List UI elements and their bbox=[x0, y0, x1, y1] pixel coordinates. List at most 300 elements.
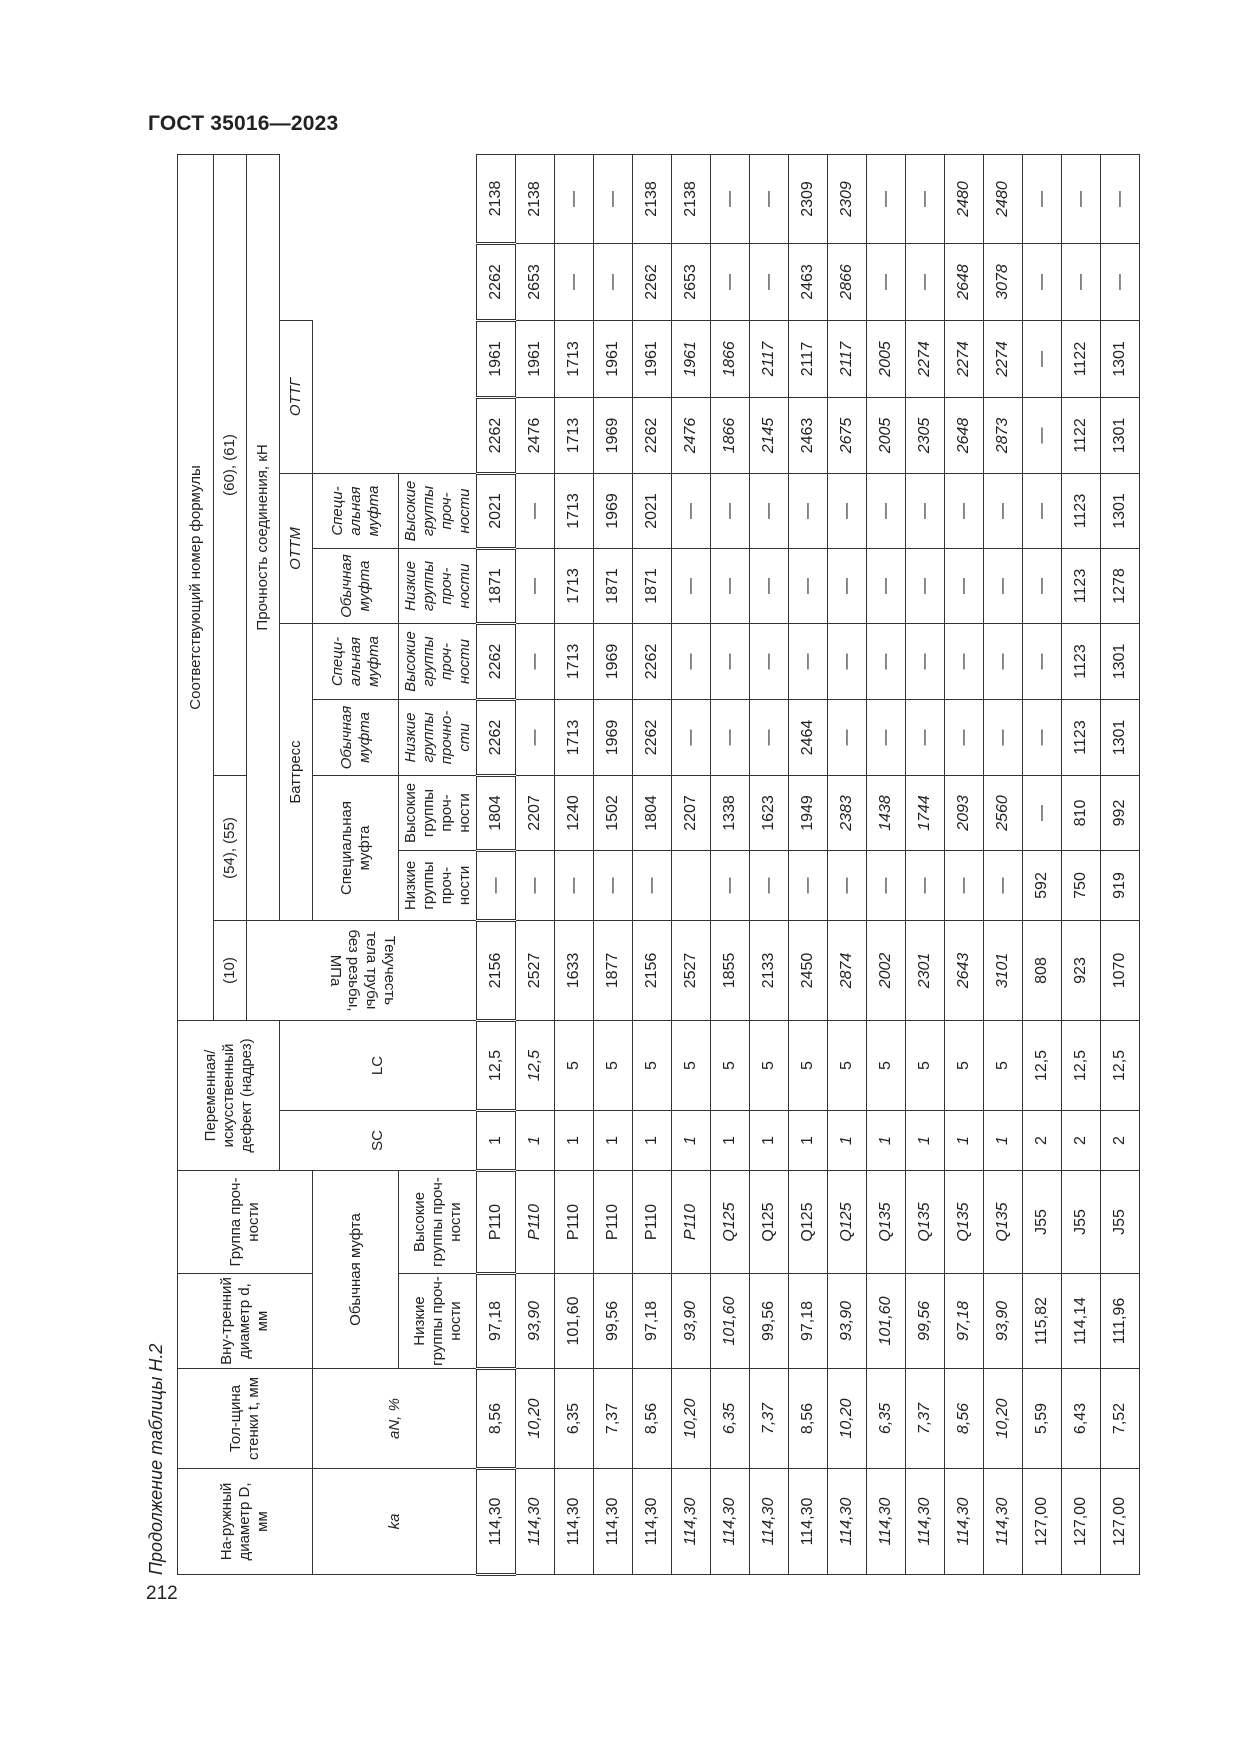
table-cell: 1961 bbox=[594, 320, 633, 397]
table-cell: 2 bbox=[1062, 1111, 1101, 1171]
buttress-regular-coupling: Обычная муфта bbox=[313, 1171, 399, 1369]
table-cell: 2309 bbox=[828, 154, 867, 243]
table-cell: 1713 bbox=[555, 548, 594, 623]
table-cell: — bbox=[672, 699, 711, 775]
table-cell: 1877 bbox=[594, 920, 633, 1020]
table-cell: — bbox=[1023, 397, 1062, 473]
col-yield bbox=[247, 920, 477, 1020]
table-cell: 5 bbox=[789, 1020, 828, 1110]
table-cell: — bbox=[867, 699, 906, 775]
buttress-spec-low: Низкие группы проч-ности bbox=[399, 850, 477, 920]
ottg-spec-high: Высокие группы проч-ности bbox=[399, 473, 477, 548]
table-cell: 5 bbox=[633, 1020, 672, 1110]
table-cell: 99,56 bbox=[594, 1274, 633, 1369]
table-row bbox=[867, 154, 906, 1574]
table-cell: 992 bbox=[1101, 775, 1140, 850]
table-cell: 1122 bbox=[1062, 397, 1101, 473]
table-cell: 114,30 bbox=[555, 1469, 594, 1575]
table-cell: 1713 bbox=[555, 473, 594, 548]
table-cell: 93,90 bbox=[672, 1274, 711, 1369]
table-cell: — bbox=[828, 548, 867, 623]
buttress-spec-high: Высокие группы проч-ности bbox=[399, 775, 477, 850]
table-cell: 10,20 bbox=[828, 1369, 867, 1469]
col-an bbox=[313, 1369, 477, 1469]
table-cell: 97,18 bbox=[633, 1274, 672, 1369]
table-cell: 7,37 bbox=[594, 1369, 633, 1469]
table-cell: 1871 bbox=[633, 548, 672, 623]
table-cell: 97,18 bbox=[477, 1274, 516, 1369]
table-cell: 99,56 bbox=[750, 1274, 789, 1369]
table-cell: — bbox=[594, 243, 633, 320]
table-row bbox=[594, 154, 633, 1574]
table-cell: Q135 bbox=[984, 1171, 1023, 1274]
table-cell: Q135 bbox=[945, 1171, 984, 1274]
table-cell: — bbox=[984, 699, 1023, 775]
table-cell: — bbox=[906, 473, 945, 548]
table-cell: — bbox=[867, 548, 906, 623]
table-cell: 2874 bbox=[828, 920, 867, 1020]
ottm-spec-high: Высокие группы проч-ности bbox=[399, 623, 477, 699]
table-cell: P110 bbox=[477, 1171, 516, 1274]
table-cell: 1744 bbox=[906, 775, 945, 850]
table-cell: 2021 bbox=[633, 473, 672, 548]
table-cell: — bbox=[1023, 154, 1062, 243]
table-cell: 1278 bbox=[1101, 548, 1140, 623]
connection-strength-table bbox=[177, 154, 1140, 1576]
table-cell: 114,30 bbox=[594, 1469, 633, 1575]
table-cell: 2145 bbox=[750, 397, 789, 473]
table-cell: 101,60 bbox=[867, 1274, 906, 1369]
table-cell: 6,35 bbox=[711, 1369, 750, 1469]
table-cell: 1 bbox=[828, 1111, 867, 1171]
table-cell: 2643 bbox=[945, 920, 984, 1020]
table-cell: — bbox=[477, 850, 516, 920]
table-cell: 12,5 bbox=[1101, 1020, 1140, 1110]
table-cell: 3078 bbox=[984, 243, 1023, 320]
table-cell: — bbox=[984, 548, 1023, 623]
table-cell: 1 bbox=[594, 1111, 633, 1171]
connection-strength-header: Прочность соединения, кН bbox=[247, 154, 280, 920]
table-cell: — bbox=[984, 473, 1023, 548]
table-cell: 5 bbox=[672, 1020, 711, 1110]
table-cell: 2 bbox=[1101, 1111, 1140, 1171]
table-row bbox=[750, 154, 789, 1574]
table-cell: 127,00 bbox=[1062, 1469, 1101, 1575]
table-cell: — bbox=[1062, 243, 1101, 320]
table-cell: 1070 bbox=[1101, 920, 1140, 1020]
ottg-regular-coupling: Обычная муфта bbox=[313, 548, 399, 623]
table-cell: 808 bbox=[1023, 920, 1062, 1020]
table-cell: 1301 bbox=[1101, 473, 1140, 548]
table-cell: 114,14 bbox=[1062, 1274, 1101, 1369]
table-cell: 1866 bbox=[711, 320, 750, 397]
table-cell: 1 bbox=[945, 1111, 984, 1171]
table-cell: 1804 bbox=[477, 775, 516, 850]
table-cell: 12,5 bbox=[516, 1020, 555, 1110]
table-cell: 1713 bbox=[555, 699, 594, 775]
table-cell: 8,56 bbox=[633, 1369, 672, 1469]
table-row bbox=[633, 154, 672, 1574]
table-cell: 1713 bbox=[555, 623, 594, 699]
table-cell: 101,60 bbox=[555, 1274, 594, 1369]
table-cell: 2262 bbox=[633, 623, 672, 699]
col-wall-thickness: Тол-щина стенки t, мм bbox=[178, 1369, 313, 1469]
table-cell: P110 bbox=[594, 1171, 633, 1274]
table-row bbox=[1023, 154, 1062, 1574]
table-cell: 97,18 bbox=[945, 1274, 984, 1369]
table-row bbox=[672, 154, 711, 1574]
table-cell: 2274 bbox=[906, 320, 945, 397]
table-cell: — bbox=[984, 850, 1023, 920]
table-cell: — bbox=[906, 243, 945, 320]
table-cell: 1969 bbox=[594, 473, 633, 548]
yield-label: Текучесть тела трубы без резьбы, МПа bbox=[326, 929, 398, 1012]
table-cell: — bbox=[1023, 320, 1062, 397]
table-row bbox=[477, 154, 516, 1574]
table-cell: 1301 bbox=[1101, 623, 1140, 699]
table-cell: — bbox=[750, 548, 789, 623]
table-cell: 114,30 bbox=[945, 1469, 984, 1575]
table-row bbox=[945, 154, 984, 1574]
table-cell: 810 bbox=[1062, 775, 1101, 850]
table-cell: 114,30 bbox=[750, 1469, 789, 1575]
table-cell: 2305 bbox=[906, 397, 945, 473]
table-cell: 2476 bbox=[672, 397, 711, 473]
table-cell: 2476 bbox=[516, 397, 555, 473]
table-cell: 12,5 bbox=[1062, 1020, 1101, 1110]
table-body bbox=[477, 154, 1140, 1574]
table-cell: — bbox=[1062, 154, 1101, 243]
table-cell: 1 bbox=[555, 1111, 594, 1171]
table-cell: — bbox=[867, 243, 906, 320]
table-cell: — bbox=[1101, 243, 1140, 320]
table-cell: 93,90 bbox=[516, 1274, 555, 1369]
table-cell: Q125 bbox=[828, 1171, 867, 1274]
table-cell: 2675 bbox=[828, 397, 867, 473]
table-cell: 1301 bbox=[1101, 397, 1140, 473]
table-cell: 2138 bbox=[477, 154, 516, 243]
table-cell: 5 bbox=[906, 1020, 945, 1110]
table-cell: — bbox=[867, 154, 906, 243]
table-cell: 114,30 bbox=[906, 1469, 945, 1575]
table-cell: — bbox=[1023, 699, 1062, 775]
table-cell: — bbox=[906, 699, 945, 775]
table-cell: 5,59 bbox=[1023, 1369, 1062, 1469]
document-header: ГОСТ 35016—2023 bbox=[148, 112, 339, 135]
table-cell: — bbox=[828, 699, 867, 775]
table-cell: 2450 bbox=[789, 920, 828, 1020]
table-cell: 2262 bbox=[633, 397, 672, 473]
ottg-reg-low: Низкие группы проч-ности bbox=[399, 548, 477, 623]
table-cell: 1123 bbox=[1062, 623, 1101, 699]
table-cell: 111,96 bbox=[1101, 1274, 1140, 1369]
table-cell: 1969 bbox=[594, 623, 633, 699]
table-cell: 1961 bbox=[477, 320, 516, 397]
table-cell: Q125 bbox=[750, 1171, 789, 1274]
table-cell: 1633 bbox=[555, 920, 594, 1020]
table-cell: P110 bbox=[516, 1171, 555, 1274]
table-cell: — bbox=[906, 154, 945, 243]
ottm-regular-coupling: Обычная муфта bbox=[313, 699, 399, 775]
table-cell: P110 bbox=[633, 1171, 672, 1274]
table-cell: 2309 bbox=[789, 154, 828, 243]
table-cell: J55 bbox=[1062, 1171, 1101, 1274]
table-cell: — bbox=[984, 623, 1023, 699]
buttress-reg-low: Низкие группы проч-ности bbox=[399, 1274, 477, 1369]
table-cell: — bbox=[750, 623, 789, 699]
table-cell: — bbox=[750, 154, 789, 243]
table-cell: — bbox=[711, 154, 750, 243]
table-row bbox=[516, 154, 555, 1574]
table-cell: 2002 bbox=[867, 920, 906, 1020]
table-cell: 7,52 bbox=[1101, 1369, 1140, 1469]
table-cell: 12,5 bbox=[1023, 1020, 1062, 1110]
table-row bbox=[555, 154, 594, 1574]
table-cell: 2262 bbox=[477, 397, 516, 473]
table-cell: 1866 bbox=[711, 397, 750, 473]
table-cell: 2262 bbox=[633, 699, 672, 775]
table-cell: P110 bbox=[672, 1171, 711, 1274]
table-cell: — bbox=[750, 243, 789, 320]
table-cell: 7,37 bbox=[906, 1369, 945, 1469]
table-cell: 114,30 bbox=[633, 1469, 672, 1575]
table-cell: 3101 bbox=[984, 920, 1023, 1020]
table-cell: 5 bbox=[750, 1020, 789, 1110]
table-cell: — bbox=[711, 699, 750, 775]
table-cell: 2527 bbox=[516, 920, 555, 1020]
table-cell: 5 bbox=[594, 1020, 633, 1110]
table-cell: 6,35 bbox=[867, 1369, 906, 1469]
table-cell: — bbox=[516, 850, 555, 920]
an-label: aN, % bbox=[385, 1398, 403, 1439]
table-cell: — bbox=[789, 473, 828, 548]
table-cell: 114,30 bbox=[672, 1469, 711, 1575]
page-number: 212 bbox=[146, 1583, 178, 1604]
table-cell: — bbox=[945, 699, 984, 775]
table-cell: 2093 bbox=[945, 775, 984, 850]
table-cell: 2138 bbox=[672, 154, 711, 243]
table-cell: 1123 bbox=[1062, 548, 1101, 623]
table-cell: 114,30 bbox=[789, 1469, 828, 1575]
table-cell: — bbox=[1023, 548, 1062, 623]
table-cell: 1301 bbox=[1101, 699, 1140, 775]
table-cell: 1 bbox=[672, 1111, 711, 1171]
table-cell: 1 bbox=[867, 1111, 906, 1171]
table-cell: 2117 bbox=[789, 320, 828, 397]
table-cell: 1338 bbox=[711, 775, 750, 850]
col-ka bbox=[313, 1469, 477, 1575]
table-cell: 1 bbox=[516, 1111, 555, 1171]
table-cell: 1 bbox=[711, 1111, 750, 1171]
ka-label: ka bbox=[385, 1513, 403, 1530]
rotated-table-container bbox=[177, 176, 1129, 1576]
table-cell: 10,20 bbox=[672, 1369, 711, 1469]
table-cell: — bbox=[1023, 473, 1062, 548]
table-cell: 6,43 bbox=[1062, 1369, 1101, 1469]
table-cell: — bbox=[594, 850, 633, 920]
table-row bbox=[984, 154, 1023, 1574]
table-cell: 2005 bbox=[867, 397, 906, 473]
table-row bbox=[789, 154, 828, 1574]
table-cell: — bbox=[711, 623, 750, 699]
buttress-special-coupling: Специальная муфта bbox=[313, 775, 399, 920]
table-cell: 2138 bbox=[633, 154, 672, 243]
table-cell: 1 bbox=[633, 1111, 672, 1171]
table-cell: — bbox=[1023, 243, 1062, 320]
table-cell: J55 bbox=[1023, 1171, 1062, 1274]
table-cell: 93,90 bbox=[828, 1274, 867, 1369]
table-cell: 2464 bbox=[789, 699, 828, 775]
table-cell: 2133 bbox=[750, 920, 789, 1020]
col-inner-diameter: Вну-тренний диаметр d, мм bbox=[178, 1274, 313, 1369]
table-cell: 8,56 bbox=[477, 1369, 516, 1469]
table-cell: — bbox=[906, 548, 945, 623]
table-cell: 2383 bbox=[828, 775, 867, 850]
table-cell: 2262 bbox=[477, 243, 516, 320]
table-cell: 1240 bbox=[555, 775, 594, 850]
table-cell: — bbox=[672, 473, 711, 548]
table-cell: 1961 bbox=[633, 320, 672, 397]
table-cell: 10,20 bbox=[984, 1369, 1023, 1469]
table-row bbox=[828, 154, 867, 1574]
buttress-reg-high: Высокие группы проч-ности bbox=[399, 1171, 477, 1274]
table-cell: 2138 bbox=[516, 154, 555, 243]
table-cell: 2262 bbox=[633, 243, 672, 320]
table-cell: 1 bbox=[984, 1111, 1023, 1171]
col-sc: SC bbox=[280, 1111, 477, 1171]
table-cell: — bbox=[555, 850, 594, 920]
table-cell: — bbox=[594, 154, 633, 243]
table-cell: 127,00 bbox=[1023, 1469, 1062, 1575]
table-cell: 12,5 bbox=[477, 1020, 516, 1110]
table-cell: 114,30 bbox=[711, 1469, 750, 1575]
ottg-header: ОТТГ bbox=[280, 320, 313, 473]
buttress-header: Баттресс bbox=[280, 623, 313, 920]
table-row bbox=[711, 154, 750, 1574]
table-cell: 2274 bbox=[945, 320, 984, 397]
table-cell: 2653 bbox=[516, 243, 555, 320]
table-cell: 2117 bbox=[828, 320, 867, 397]
table-cell: — bbox=[555, 154, 594, 243]
table-cell: 1804 bbox=[633, 775, 672, 850]
table-cell: 1871 bbox=[477, 548, 516, 623]
table-cell: — bbox=[711, 850, 750, 920]
table-cell: — bbox=[1023, 775, 1062, 850]
table-cell: — bbox=[633, 850, 672, 920]
table-cell: — bbox=[945, 473, 984, 548]
table-cell: — bbox=[516, 548, 555, 623]
table-cell: 127,00 bbox=[1101, 1469, 1140, 1575]
table-cell: 1961 bbox=[516, 320, 555, 397]
table-cell: 114,30 bbox=[984, 1469, 1023, 1575]
table-cell: — bbox=[711, 243, 750, 320]
table-cell: 5 bbox=[984, 1020, 1023, 1110]
table-cell: 2653 bbox=[672, 243, 711, 320]
table-cell: 5 bbox=[828, 1020, 867, 1110]
table-cell: 1623 bbox=[750, 775, 789, 850]
table-caption: Продолжение таблицы Н.2 bbox=[146, 1343, 166, 1575]
table-cell: — bbox=[672, 623, 711, 699]
table-cell: — bbox=[1023, 623, 1062, 699]
table-cell: 1438 bbox=[867, 775, 906, 850]
table-cell: — bbox=[555, 243, 594, 320]
table-cell: 5 bbox=[711, 1020, 750, 1110]
table-cell: 2463 bbox=[789, 397, 828, 473]
table-cell: 7,37 bbox=[750, 1369, 789, 1469]
table-cell: 1 bbox=[789, 1111, 828, 1171]
table-cell: 8,56 bbox=[789, 1369, 828, 1469]
table-cell: 1871 bbox=[594, 548, 633, 623]
table-cell: 1969 bbox=[594, 699, 633, 775]
table-cell: 114,30 bbox=[516, 1469, 555, 1575]
table-row bbox=[1101, 154, 1140, 1574]
table-cell: 750 bbox=[1062, 850, 1101, 920]
table-cell: 2021 bbox=[477, 473, 516, 548]
ottm-reg-low: Низкие группы прочно-сти bbox=[399, 699, 477, 775]
table-cell: 1713 bbox=[555, 320, 594, 397]
table-cell: — bbox=[945, 548, 984, 623]
table-cell: — bbox=[1101, 154, 1140, 243]
table-cell: — bbox=[828, 850, 867, 920]
table-cell: 114,30 bbox=[867, 1469, 906, 1575]
table-cell: Q125 bbox=[711, 1171, 750, 1274]
table-cell: 2527 bbox=[672, 920, 711, 1020]
table-cell: 2866 bbox=[828, 243, 867, 320]
table-cell: 115,82 bbox=[1023, 1274, 1062, 1369]
table-cell: — bbox=[750, 473, 789, 548]
table-cell: 5 bbox=[555, 1020, 594, 1110]
table-cell: 2480 bbox=[945, 154, 984, 243]
table-cell: 2005 bbox=[867, 320, 906, 397]
table-cell: 1713 bbox=[555, 397, 594, 473]
table-cell: Q125 bbox=[789, 1171, 828, 1274]
table-cell: — bbox=[711, 473, 750, 548]
table-cell: — bbox=[945, 623, 984, 699]
table-cell: P110 bbox=[555, 1171, 594, 1274]
col-outer-diameter: На-ружный диаметр D, мм bbox=[178, 1469, 313, 1575]
table-cell: 114,30 bbox=[828, 1469, 867, 1575]
table-cell: 2301 bbox=[906, 920, 945, 1020]
table-cell: J55 bbox=[1101, 1171, 1140, 1274]
table-cell: 1855 bbox=[711, 920, 750, 1020]
col-strength-grade: Группа проч-ности bbox=[178, 1171, 313, 1274]
table-cell: 99,56 bbox=[906, 1274, 945, 1369]
table-cell: 2262 bbox=[477, 623, 516, 699]
table-cell: 8,56 bbox=[945, 1369, 984, 1469]
table-cell: 1122 bbox=[1062, 320, 1101, 397]
table-cell: 5 bbox=[867, 1020, 906, 1110]
table-cell: 1123 bbox=[1062, 473, 1101, 548]
table-cell: 1502 bbox=[594, 775, 633, 850]
formula-54-55: (54), (55) bbox=[214, 775, 247, 920]
table-cell bbox=[672, 850, 711, 920]
formula-60-61: (60), (61) bbox=[214, 154, 247, 775]
col-lc: LC bbox=[280, 1020, 477, 1110]
table-cell: 2480 bbox=[984, 154, 1023, 243]
table-cell: 97,18 bbox=[789, 1274, 828, 1369]
table-cell: 2207 bbox=[516, 775, 555, 850]
table-cell: 2156 bbox=[477, 920, 516, 1020]
table-cell: 1 bbox=[477, 1111, 516, 1171]
table-cell: 923 bbox=[1062, 920, 1101, 1020]
table-cell: 2463 bbox=[789, 243, 828, 320]
table-cell: 6,35 bbox=[555, 1369, 594, 1469]
table-cell: — bbox=[906, 623, 945, 699]
table-cell: 114,30 bbox=[477, 1469, 516, 1575]
table-cell: — bbox=[867, 850, 906, 920]
table-cell: 1 bbox=[906, 1111, 945, 1171]
table-cell: 2648 bbox=[945, 397, 984, 473]
